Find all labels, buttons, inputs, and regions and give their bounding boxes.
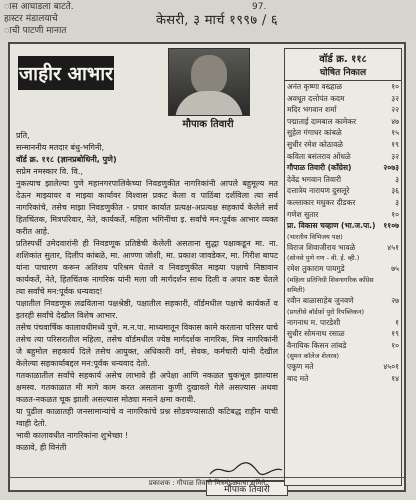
result-row [287, 263, 399, 275]
vote-count: ३ [395, 197, 399, 207]
result-row [287, 232, 399, 242]
result-row [287, 220, 399, 232]
notice-body [16, 130, 278, 454]
result-row [287, 361, 399, 373]
public-notice [8, 42, 406, 495]
vote-count: २२ [391, 105, 399, 115]
result-row [287, 242, 399, 254]
vote-count: ४७ [391, 116, 399, 126]
candidate-name: (सोनसे पुणे गण - वी. ई. व्ही.) [287, 254, 360, 263]
body-paragraph: तसेच पंचवार्षिक कालावधीमध्ये पुणे. म.न.पा. माध्यमातून विकास कामे करताना परिसर याचे तसेच त्या परिसरातील महिला, तसेच वॉर्डमधील ज्येष्ठ मार्गदर्शक नागरिक, मित्र नागरिकांनी जे बहुमोल सहकार्य दिले तसेच आयुक्त, अधिकारी वर्ग, सेवक, कर्मचारी यांनी देखील केलेल्या सहकार्याबद्दल मन:पूर्वक धन्यवाद देतो. [16, 323, 278, 368]
candidate-name: प्रा. विकास चव्हाण (भा.ज.पा.) [287, 221, 376, 231]
body-paragraph: कळावे, ही विनंती [16, 443, 67, 452]
candidate-name: एकूण मते [287, 362, 314, 372]
candidate-name: (भारतीय विभिजय पक्ष) [287, 232, 343, 241]
body-paragraph: भावी कालावधीत नागरिकांना शुभेच्छा ! [16, 431, 129, 440]
result-row [287, 104, 399, 116]
candidate-name: कल्लाकार मधुकर दीडकर [287, 197, 356, 207]
result-row [287, 139, 399, 151]
candidate-name: सुधीर सोमनाथ रसाळ [287, 329, 345, 339]
candidate-name: गणेश सुतार [287, 209, 319, 219]
vote-count [377, 232, 399, 242]
candidate-name: (महिला प्रतिनिधी शिवनागरिक काँग्रेस समिती) [287, 275, 374, 294]
vote-count: १० [391, 209, 399, 219]
candidate-name: बाद मते [287, 373, 309, 383]
clipping-fragment: हास्टर मंडालयाचे [4, 14, 58, 24]
body-paragraph: पक्षातील निवडणूक लढविताना पक्षश्रेष्ठी, पक्षातील सहकारी, वॉर्डमधील पक्षाचे कार्यकर्ते व इतरही सर्वांचे देखील विशेष आभार. [16, 299, 278, 320]
ward-number: वॉर्ड क्र. ११८ [319, 54, 367, 65]
vote-count: १० [391, 340, 399, 350]
candidate-photo [168, 48, 250, 116]
result-row [287, 373, 399, 385]
vote-count: ७५ [391, 264, 399, 274]
result-row [287, 317, 399, 329]
vote-count [377, 253, 399, 263]
vote-count: १० [391, 82, 399, 91]
body-paragraph: गतकाळातील सर्वांचे सहकार्य असेच लाभावे ही अपेक्षा आणि नकळत चुकभूल झाल्यास क्षमस्व. गतकाळात मी मागे काम करत असताना कुणी दुखावले गेले असल्यास अथवा कळत-नकळत चूक झाली असल्यास मोठ्या मनाने क्षमा करावी. [16, 371, 278, 404]
candidate-name: नागनाथ म. पारडेशी [287, 317, 341, 327]
result-row [287, 174, 399, 186]
vote-count: ३२ [391, 151, 399, 161]
candidate-name: रमेश तुकाराम पायगुडे [287, 264, 345, 274]
publisher-line: प्रकाशक : गौपाळ तिवारी मित्रमंडळ्याचा समिते [10, 477, 404, 490]
vote-count: २०७३ [383, 163, 399, 173]
vote-count: ४५१ [387, 242, 399, 252]
vote-count: १९ [391, 139, 399, 149]
vote-count: २७ [391, 295, 399, 305]
vote-count [377, 307, 399, 317]
address-line: वॉर्ड क्र. ११८ (ज्ञानप्रबोधिनी, पुणे) [16, 155, 117, 164]
candidate-name: सुधीर रमेश कोठावळे [287, 139, 343, 149]
candidate-name: गौपाळ तिवारी (काँग्रेस) [287, 163, 352, 173]
vote-count: ३२ [391, 93, 399, 103]
clipping-fragment: 97. [252, 2, 267, 12]
result-row [287, 295, 399, 307]
vote-count: ३ [395, 174, 399, 184]
body-paragraph: या पुढील काळातही जनसामान्यांचे व नागरिकांचे प्रश्न सोडवण्यासाठी कटिबद्ध राहीन याची ग्वाही देतो. [16, 407, 278, 428]
candidate-name: विराज शिवाजीराव भावळे [287, 242, 356, 252]
results-title: घोषित निकाल [285, 65, 401, 81]
photo-head-shape [191, 55, 227, 95]
candidate-name: कविता बसंतराव ओंधळे [287, 151, 351, 161]
result-row [287, 116, 399, 128]
results-list [285, 81, 401, 384]
greeting: प्रति, [16, 131, 30, 140]
vote-count: ४५०१ [383, 362, 399, 372]
vote-count: ११०७ [383, 221, 399, 231]
candidate-name: (प्रगतीसे बॉर्डर्फ़ा पुरो रिपब्लिकन) [287, 307, 364, 316]
notice-heading: जाहीर आभार [18, 56, 114, 90]
result-row [287, 151, 399, 163]
candidate-name: सुहेल गंगाधर कांबळे [287, 128, 342, 138]
vote-count: ३६ [391, 186, 399, 196]
candidate-name: अनंत कृष्णा वख्हाळ [287, 82, 343, 91]
result-row [287, 307, 399, 317]
newspaper-dateline: केसरी, ३ मार्च १९९७ / ६ [156, 13, 278, 28]
result-row [287, 275, 399, 295]
result-row [287, 81, 399, 93]
result-row [287, 93, 399, 105]
body-paragraph: सप्रेम नमस्कार वि. वि., [16, 167, 83, 176]
result-row [287, 351, 399, 361]
signature-name: मौपाक तिवारी [206, 481, 288, 496]
candidate-name: अवधूत दत्तोपंत कदम [287, 93, 345, 103]
photo-caption: मौपाक तिवारी [182, 119, 234, 130]
vote-count: १४ [391, 373, 399, 383]
result-row [287, 340, 399, 352]
result-row [287, 209, 399, 221]
vote-count: १ [395, 317, 399, 327]
result-row [287, 127, 399, 139]
vote-count: १९ [391, 329, 399, 339]
results-panel [284, 48, 402, 486]
result-row [287, 197, 399, 209]
vote-count [377, 351, 399, 361]
candidate-name: पद्माताई दामबाल कामेकर [287, 116, 357, 126]
photo-body-shape [175, 91, 243, 116]
result-row [287, 185, 399, 197]
body-paragraph: प्रतिस्पर्धी उमेदवारांनी ही निवडणूक प्रतिष्ठेची केलेली असताना सुद्धा पक्षाकडून मा. ना. शशिकांत सुतार, दिलीप कांबळे, मा. आण्णा जोशी, मा. प्रकाश जावडेकर, मा. गिरीश बापट यांना पाचारण करून अतिशय परिश्रम घेतले व निवडणुकीत माझ्या पक्षाचे निष्ठावान कार्यकर्ते, नेते, हितचिंतक नागरिक यांनी मला जी मार्गदर्शन साथ दिली व अपार कष्ट घेतले त्या सर्वांचे मन:पूर्वक धन्यवाद! [16, 239, 278, 296]
body-paragraph: नुकत्याच झालेल्या पुणे महानगरपालिकेच्या निवडणुकीत नागरिकांनी आपले बहुमूल्य मत देऊन माझ्यावर व माझ्या कार्यावर विश्वास प्रकट केला व पाठिंबा दर्शविला त्या सर्व नागरिकांचे, तसेच माझा निवडणुकीत - प्रचार कार्यात प्रत्यक्ष-अप्रत्यक्ष सहकार्य केलेले सर्व हितचिंतक, मित्रपरिवार, नेते, कार्यकर्ते, महिला भगिनींचा इ. सर्वांचे मन:पूर्वक आभार व्यक्त करीत आहे. [16, 179, 278, 236]
candidate-name: रवीन बाळासाहेब जुनवणे [287, 295, 354, 305]
clipping-fragment: ास आघाडला बाटते. [4, 2, 74, 12]
address-line: सन्माननीय मतदार बंधु-भगिनी, [16, 143, 105, 152]
candidate-name: मदिर भगवान शर्मा [287, 105, 337, 115]
result-row [287, 162, 399, 174]
adjacent-clipping [0, 0, 416, 40]
vote-count [377, 275, 399, 295]
candidate-name: दत्तात्रेय नारायण दुसलूरे [287, 186, 350, 196]
clipping-fragment: ाची पाटणी मानात [4, 26, 67, 36]
vote-count: १५ [391, 128, 399, 138]
candidate-name: वैनायिक किसन लांबडे [287, 340, 347, 350]
candidate-name: (सुमन कॉलेज शेलरव) [287, 352, 340, 361]
result-row [287, 328, 399, 340]
candidate-name: देवेंद्र भगवान तिवारी [287, 174, 342, 184]
result-row [287, 253, 399, 263]
